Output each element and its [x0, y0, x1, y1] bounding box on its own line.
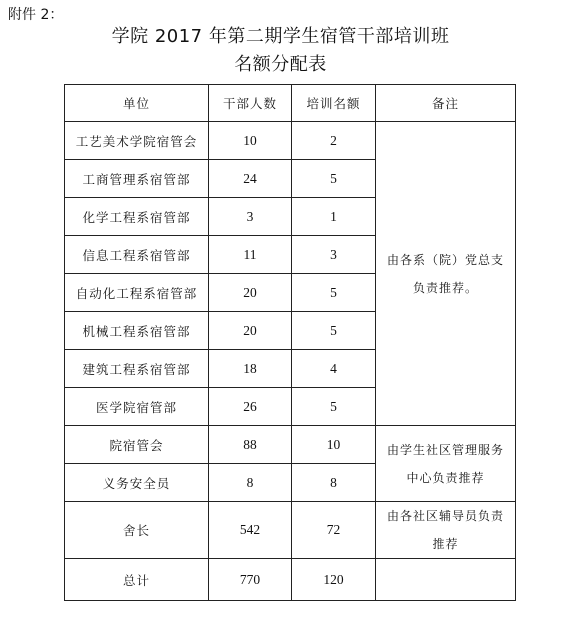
cell-unit: 工商管理系宿管部 [65, 160, 209, 198]
cell-training: 10 [292, 426, 376, 464]
cell-training: 5 [292, 274, 376, 312]
cell-unit: 舍长 [65, 502, 209, 559]
cell-cadres: 10 [209, 122, 292, 160]
cell-unit: 医学院宿管部 [65, 388, 209, 426]
remarks-group-1 [376, 122, 516, 426]
cell-cadres: 11 [209, 236, 292, 274]
header-training: 培训名额 [292, 85, 376, 122]
cell-training: 8 [292, 464, 376, 502]
attachment-label: 附件 2： [8, 7, 64, 23]
remarks-group-1-line-1: 由各系（院）党总支 [386, 252, 504, 267]
cell-cadres: 18 [209, 350, 292, 388]
remarks-group-2-line-2: 中心负责推荐 [406, 470, 485, 485]
document-title: 学院 2017 年第二期学生宿管干部培训班 [111, 26, 450, 47]
cell-unit: 自动化工程系宿管部 [65, 274, 209, 312]
table-header-row [65, 85, 516, 122]
cell-training: 1 [292, 198, 376, 236]
cell-cadres: 26 [209, 388, 292, 426]
cell-training: 5 [292, 312, 376, 350]
cell-unit: 院宿管会 [65, 426, 209, 464]
cell-unit: 义务安全员 [65, 464, 209, 502]
remarks-group-3 [376, 502, 516, 559]
document-subtitle: 名额分配表 [234, 54, 327, 75]
cell-cadres: 20 [209, 312, 292, 350]
cell-unit: 信息工程系宿管部 [65, 236, 209, 274]
cell-unit: 工艺美术学院宿管会 [65, 122, 209, 160]
cell-cadres: 24 [209, 160, 292, 198]
table-total-row [65, 559, 516, 601]
cell-unit: 建筑工程系宿管部 [65, 350, 209, 388]
cell-unit: 机械工程系宿管部 [65, 312, 209, 350]
header-unit: 单位 [65, 85, 209, 122]
table-row [65, 426, 516, 464]
cell-cadres: 8 [209, 464, 292, 502]
remarks-group-2-line-1: 由学生社区管理服务 [386, 442, 504, 457]
cell-training: 4 [292, 350, 376, 388]
cell-cadres: 88 [209, 426, 292, 464]
quota-table [64, 84, 516, 601]
cell-unit: 化学工程系宿管部 [65, 198, 209, 236]
remarks-group-3-line-2: 推荐 [432, 537, 459, 551]
table-row [65, 122, 516, 160]
header-cadres: 干部人数 [209, 85, 292, 122]
cell-training: 5 [292, 160, 376, 198]
cell-cadres: 20 [209, 274, 292, 312]
remarks-group-2 [376, 426, 516, 502]
cell-training: 120 [292, 559, 376, 601]
cell-training: 3 [292, 236, 376, 274]
cell-remarks-empty [376, 559, 516, 601]
remarks-group-3-line-1: 由各社区辅导员负责 [386, 509, 504, 523]
remarks-group-1-line-2: 负责推荐。 [412, 280, 478, 295]
cell-training: 72 [292, 502, 376, 559]
cell-cadres: 542 [209, 502, 292, 559]
cell-cadres: 770 [209, 559, 292, 601]
header-remarks: 备注 [376, 85, 516, 122]
cell-cadres: 3 [209, 198, 292, 236]
cell-training: 2 [292, 122, 376, 160]
cell-training: 5 [292, 388, 376, 426]
table-row [65, 502, 516, 559]
cell-unit: 总计 [65, 559, 209, 601]
